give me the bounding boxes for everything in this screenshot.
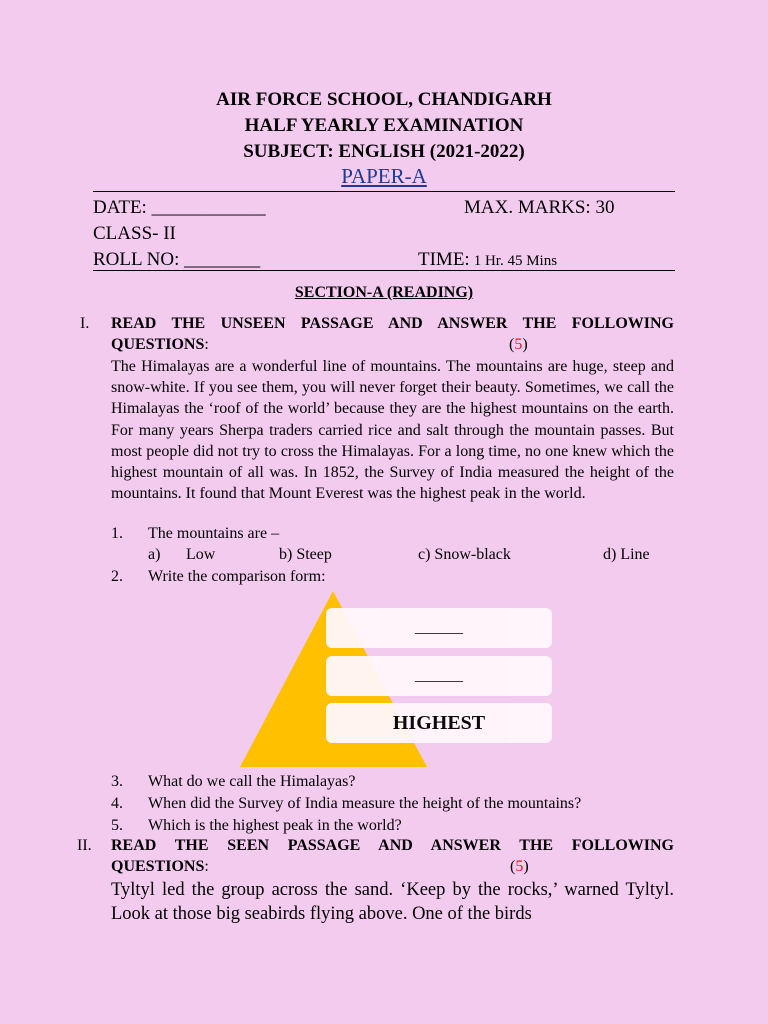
comparison-blank-2: ______ (415, 667, 463, 684)
option-d: d) Line (603, 546, 650, 563)
question-2-number: II. (77, 837, 92, 854)
seen-passage: Tyltyl led the group across the sand. ‘Keep by the rocks,’ warned Tyltyl. Look at those big seabirds flying above. One of the birds (111, 880, 674, 924)
roll-no-field: ROLL NO: ________ (93, 249, 261, 270)
option-a-text: Low (186, 546, 216, 563)
comparison-blank-1: ______ (415, 619, 463, 636)
time-value: 1 Hr. 45 Mins (473, 253, 558, 269)
question-2-title-cont (111, 858, 209, 876)
section-a-title: SECTION-A (READING) (294, 284, 474, 301)
item-4-number: 4. (111, 795, 123, 812)
comparison-box-3 (326, 703, 552, 743)
marks-value: 5 (514, 336, 523, 353)
marks-close: ) (522, 336, 528, 353)
item-2-text: Write the comparison form: (148, 568, 326, 585)
question-2-marks (510, 858, 529, 876)
item-5-number: 5. (111, 817, 123, 834)
question-2-colon: : (204, 858, 209, 875)
question-1-colon: : (204, 336, 209, 353)
item-3-number: 3. (111, 773, 123, 790)
item-4-text: When did the Survey of India measure the height of the mountains? (148, 795, 582, 812)
unseen-passage: The Himalayas are a wonderful line of mountains. The mountains are huge, steep and snow-white. If you see them, you will never forget their beauty. Sometimes, we call the Himalayas the ‘roof of the world’ because they are the highest mountains on the earth. For many years Sherpa traders carried rice and salt through the mountain passes. But most people did not try to cross the Himalayas. For a long time, no one knew which the highest mountain of all was. In 1852, the Survey of India measured the height of the mountains. It found that Mount Everest was the highest peak in the world. (111, 358, 674, 503)
paper-title: PAPER-A (341, 164, 427, 188)
item-1-text: The mountains are – (148, 525, 280, 542)
item-1-number: 1. (111, 525, 123, 542)
question-1-number: I. (80, 315, 90, 332)
max-marks: MAX. MARKS: 30 (464, 197, 615, 218)
question-1-title-word: QUESTIONS (111, 336, 205, 353)
comparison-highest: HIGHEST (392, 711, 486, 734)
option-a-letter: a) (148, 546, 161, 563)
exam-title: HALF YEARLY EXAMINATION (244, 115, 524, 136)
option-b: b) Steep (279, 546, 332, 563)
question-2-title: READ THE SEEN PASSAGE AND ANSWER THE FOLLOWING (111, 837, 674, 854)
comparison-box-1[interactable] (326, 608, 552, 648)
marks-open: ( (509, 336, 515, 353)
item-5-text: Which is the highest peak in the world? (148, 817, 402, 834)
item-3-text: What do we call the Himalayas? (148, 773, 356, 790)
marks-value: 5 (515, 858, 524, 875)
marks-close: ) (523, 858, 529, 875)
marks-open: ( (510, 858, 516, 875)
subject-title: SUBJECT: ENGLISH (2021-2022) (243, 141, 525, 162)
option-c: c) Snow-black (418, 546, 511, 563)
comparison-box-2[interactable] (326, 656, 552, 696)
item-2-number: 2. (111, 568, 123, 585)
class-field: CLASS- II (93, 223, 176, 244)
school-name: AIR FORCE SCHOOL, CHANDIGARH (216, 89, 552, 110)
question-2-title-word: QUESTIONS (111, 858, 205, 875)
time-label: TIME: (418, 249, 470, 270)
date-field: DATE: ____________ (93, 197, 266, 218)
question-1-title: READ THE UNSEEN PASSAGE AND ANSWER THE FOLLOWING (111, 315, 674, 332)
